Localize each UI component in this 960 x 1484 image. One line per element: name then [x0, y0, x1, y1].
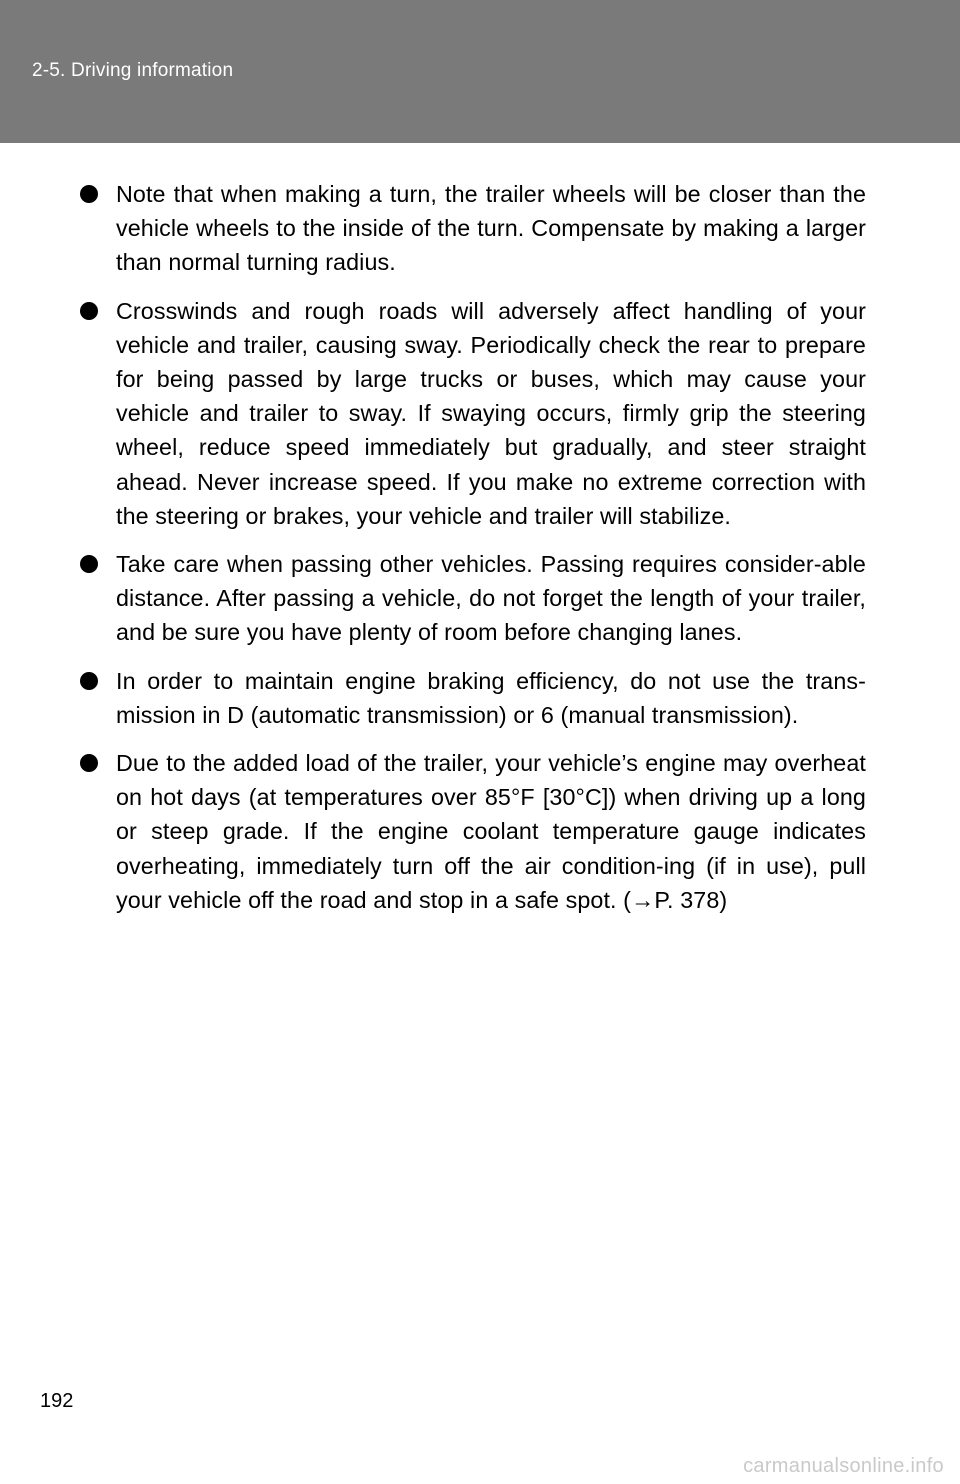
bullet-text: In order to maintain engine braking efficiency, do not use the trans-mission in D (automatic transmission) or 6 (manual transmission). [116, 667, 866, 728]
watermark: carmanualsonline.info [743, 1455, 944, 1477]
bullet-text: Due to the added load of the trailer, your vehicle’s engine may overheat on hot days (at temperatures over 85°F [30°C]) when driving up a long or steep grade. If the engine coolant temperature gauge indicates overheating, immediately turn off the air condition-ing (if in use), pull your vehicle off the road and stop in a safe spot. (→P. 378) [116, 750, 866, 913]
bullet-item [80, 746, 866, 917]
bullet-list [80, 177, 866, 931]
bullet-item [80, 294, 866, 533]
section-title: 2-5. Driving information [32, 60, 234, 81]
bullet-dot-icon [80, 754, 98, 772]
page-number: 192 [40, 1390, 74, 1412]
bullet-item [80, 177, 866, 280]
bullet-item [80, 664, 866, 732]
bullet-dot-icon [80, 185, 98, 203]
bullet-dot-icon [80, 555, 98, 573]
bullet-text: Note that when making a turn, the trailer wheels will be closer than the vehicle wheels to the inside of the turn. Compensate by making a larger than normal turning radius. [116, 181, 866, 276]
bullet-text: Take care when passing other vehicles. Passing requires consider-able distance. After passing a vehicle, do not forget the length of your trailer, and be sure you have plenty of room before changing lanes. [116, 551, 866, 646]
bullet-text: Crosswinds and rough roads will adversely affect handling of your vehicle and trailer, causing sway. Periodically check the rear to prepare for being passed by large trucks or buses, which may cause your vehicle and trailer to sway. If swaying occurs, firmly grip the steering wheel, reduce speed immediately but gradually, and steer straight ahead. Never increase speed. If you make no extreme correction with the steering or brakes, your vehicle and trailer will stabilize. [116, 297, 866, 529]
bullet-item [80, 547, 866, 650]
header-band [0, 0, 960, 143]
bullet-dot-icon [80, 672, 98, 690]
bullet-dot-icon [80, 302, 98, 320]
